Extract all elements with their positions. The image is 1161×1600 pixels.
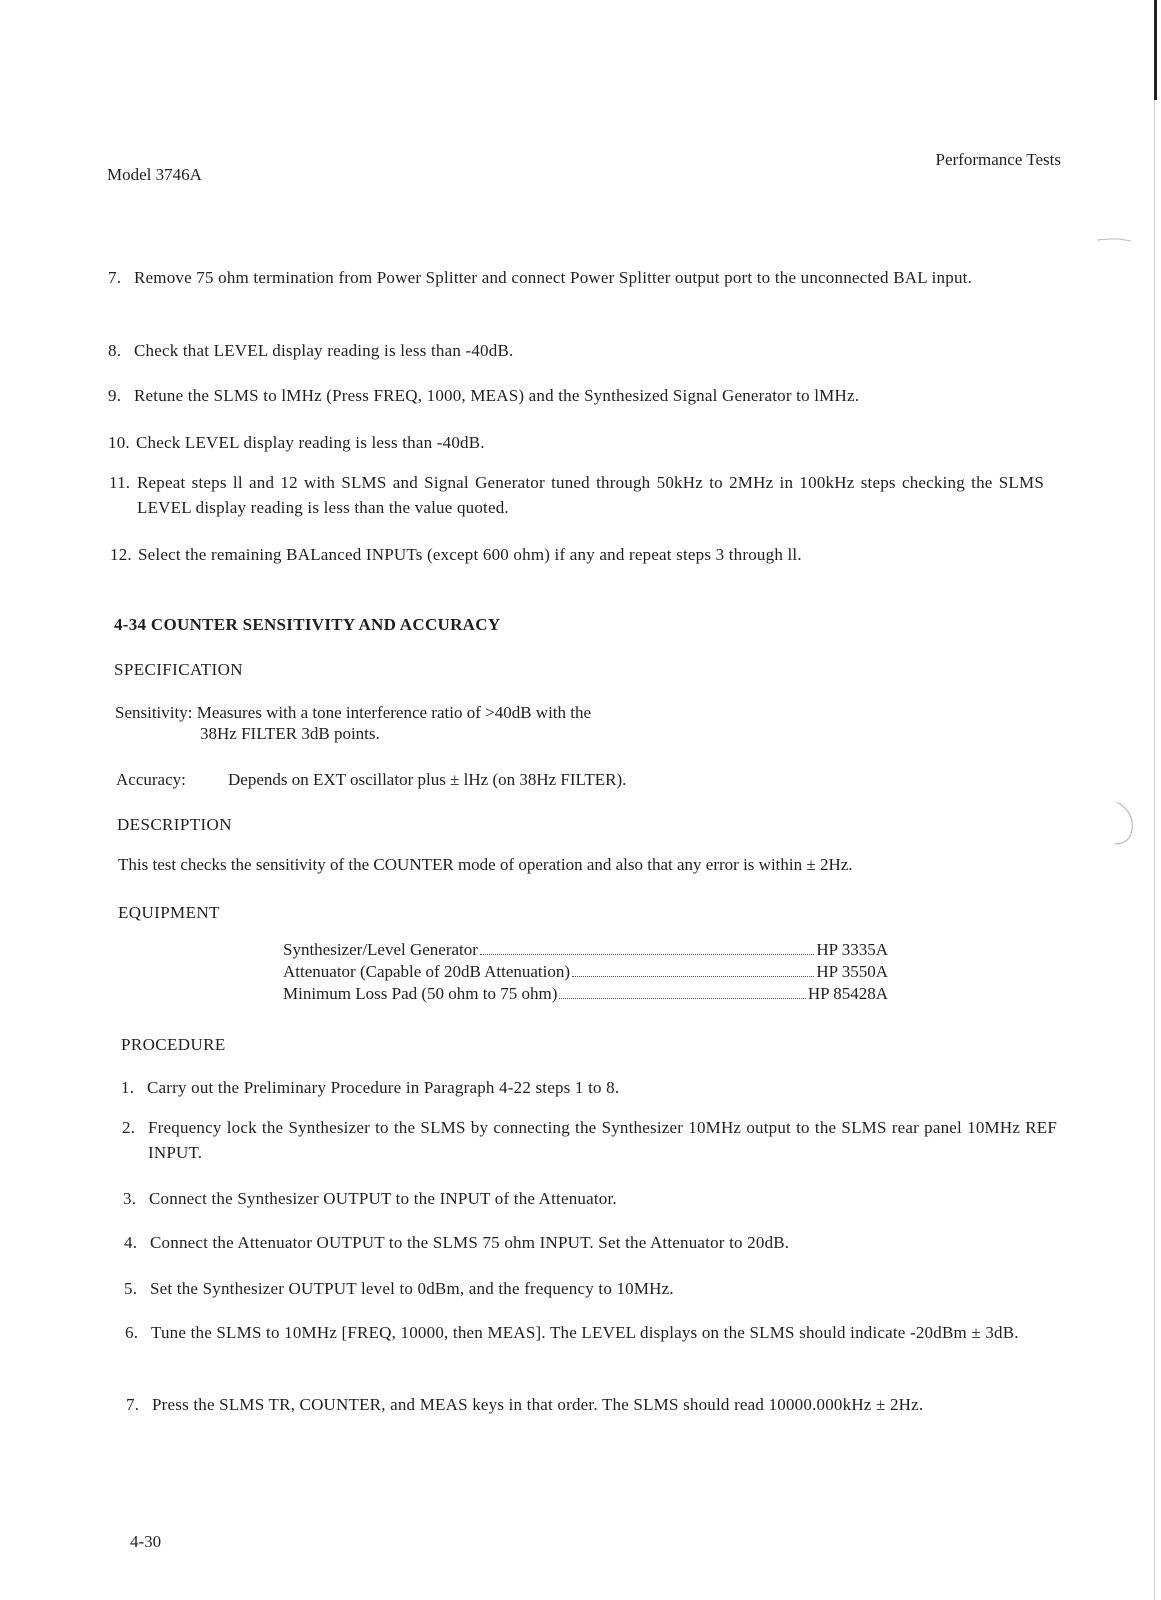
page-number: 4-30 bbox=[130, 1532, 162, 1551]
step-text: Connect the Attenuator OUTPUT to the SLMS 75 ohm INPUT. Set the Attenuator to 20dB. bbox=[150, 1233, 790, 1252]
list-item bbox=[125, 1320, 1060, 1345]
list-item bbox=[123, 1186, 1058, 1211]
step-number: 11. bbox=[109, 473, 131, 492]
page-edge-mark bbox=[1154, 0, 1157, 100]
step-number: 7. bbox=[126, 1395, 140, 1414]
step-text: Tune the SLMS to 10MHz [FREQ, 10000, then MEAS]. The LEVEL displays on the SLMS should indicate -20dBm ± 3dB. bbox=[151, 1323, 1019, 1342]
sensitivity-text: Measures with a tone interference ratio of >40dB with the bbox=[196, 703, 592, 722]
section-title: 4-34 COUNTER SENSITIVITY AND ACCURACY bbox=[114, 615, 501, 634]
accuracy-label: Accuracy: bbox=[116, 770, 186, 789]
step-text: Check that LEVEL display reading is less than -40dB. bbox=[134, 341, 514, 360]
header-section: Performance Tests bbox=[935, 150, 1061, 169]
sensitivity-label: Sensitivity: bbox=[115, 703, 193, 722]
equipment-row bbox=[283, 940, 888, 962]
equipment-model: HP 3550A bbox=[816, 962, 888, 981]
header-model: Model 3746A bbox=[107, 165, 202, 184]
step-number: 10. bbox=[108, 433, 130, 452]
equipment-name: Synthesizer/Level Generator bbox=[283, 940, 478, 959]
accuracy-text: Depends on EXT oscillator plus ± lHz (on 38Hz FILTER). bbox=[228, 770, 627, 789]
leader-dots bbox=[559, 997, 805, 999]
step-number: 9. bbox=[108, 386, 122, 405]
description-heading: DESCRIPTION bbox=[117, 815, 232, 834]
step-text: Set the Synthesizer OUTPUT level to 0dBm, and the frequency to 10MHz. bbox=[150, 1279, 674, 1298]
step-text: Repeat steps ll and 12 with SLMS and Signal Generator tuned through 50kHz to 2MHz in 100kHz steps checking the SLMS LEVEL display reading is less than the value quoted. bbox=[137, 473, 1044, 517]
binding-hole-mark bbox=[1109, 800, 1139, 846]
sensitivity-text-continued: 38Hz FILTER 3dB points. bbox=[200, 724, 380, 743]
step-number: 2. bbox=[122, 1118, 136, 1137]
list-item bbox=[126, 1392, 1061, 1417]
list-item bbox=[124, 1230, 1059, 1255]
list-item bbox=[124, 1276, 1059, 1301]
equipment-name: Attenuator (Capable of 20dB Attenuation) bbox=[283, 962, 571, 981]
step-number: 5. bbox=[124, 1279, 138, 1298]
step-number: 1. bbox=[121, 1078, 135, 1097]
step-text: Frequency lock the Synthesizer to the SLMS by connecting the Synthesizer 10MHz output to the SLMS rear panel 10MHz REF INPUT. bbox=[148, 1118, 1057, 1162]
step-number: 4. bbox=[124, 1233, 138, 1252]
list-item bbox=[110, 542, 1045, 567]
page-edge-line bbox=[1154, 100, 1155, 1600]
step-text: Retune the SLMS to lMHz (Press FREQ, 1000, MEAS) and the Synthesized Signal Generator to lMHz. bbox=[134, 386, 860, 405]
list-item bbox=[122, 1115, 1057, 1165]
specification-heading: SPECIFICATION bbox=[114, 660, 243, 679]
step-text: Connect the Synthesizer OUTPUT to the INPUT of the Attenuator. bbox=[149, 1189, 617, 1208]
list-item bbox=[109, 470, 1044, 520]
equipment-name: Minimum Loss Pad (50 ohm to 75 ohm) bbox=[283, 984, 558, 1003]
equipment-model: HP 3335A bbox=[816, 940, 888, 959]
equipment-row bbox=[283, 984, 888, 1006]
step-number: 7. bbox=[108, 268, 122, 287]
step-number: 6. bbox=[125, 1323, 139, 1342]
step-number: 12. bbox=[110, 545, 132, 564]
equipment-heading: EQUIPMENT bbox=[118, 903, 220, 922]
list-item bbox=[108, 430, 1040, 455]
list-item bbox=[108, 265, 1040, 290]
leader-dots bbox=[480, 953, 814, 955]
list-item bbox=[108, 338, 1040, 363]
equipment-row bbox=[283, 962, 888, 984]
accuracy-spec bbox=[116, 767, 626, 792]
equipment-model: HP 85428A bbox=[807, 984, 888, 1003]
step-text: Remove 75 ohm termination from Power Splitter and connect Power Splitter output port to the unconnected BAL input. bbox=[134, 268, 973, 287]
description-text: This test checks the sensitivity of the COUNTER mode of operation and also that any error is within ± 2Hz. bbox=[118, 855, 853, 874]
equipment-list bbox=[283, 940, 888, 1006]
step-number: 8. bbox=[108, 341, 122, 360]
step-number: 3. bbox=[123, 1189, 137, 1208]
leader-dots bbox=[572, 975, 814, 977]
step-text: Check LEVEL display reading is less than -40dB. bbox=[136, 433, 485, 452]
scan-mark bbox=[1097, 238, 1131, 242]
step-text: Press the SLMS TR, COUNTER, and MEAS keys in that order. The SLMS should read 10000.000kHz ± 2Hz. bbox=[152, 1395, 924, 1414]
procedure-heading: PROCEDURE bbox=[121, 1035, 226, 1054]
step-text: Carry out the Preliminary Procedure in Paragraph 4-22 steps 1 to 8. bbox=[147, 1078, 620, 1097]
list-item bbox=[108, 383, 1040, 408]
step-text: Select the remaining BALanced INPUTs (except 600 ohm) if any and repeat steps 3 through ll. bbox=[138, 545, 802, 564]
list-item bbox=[121, 1075, 1056, 1100]
